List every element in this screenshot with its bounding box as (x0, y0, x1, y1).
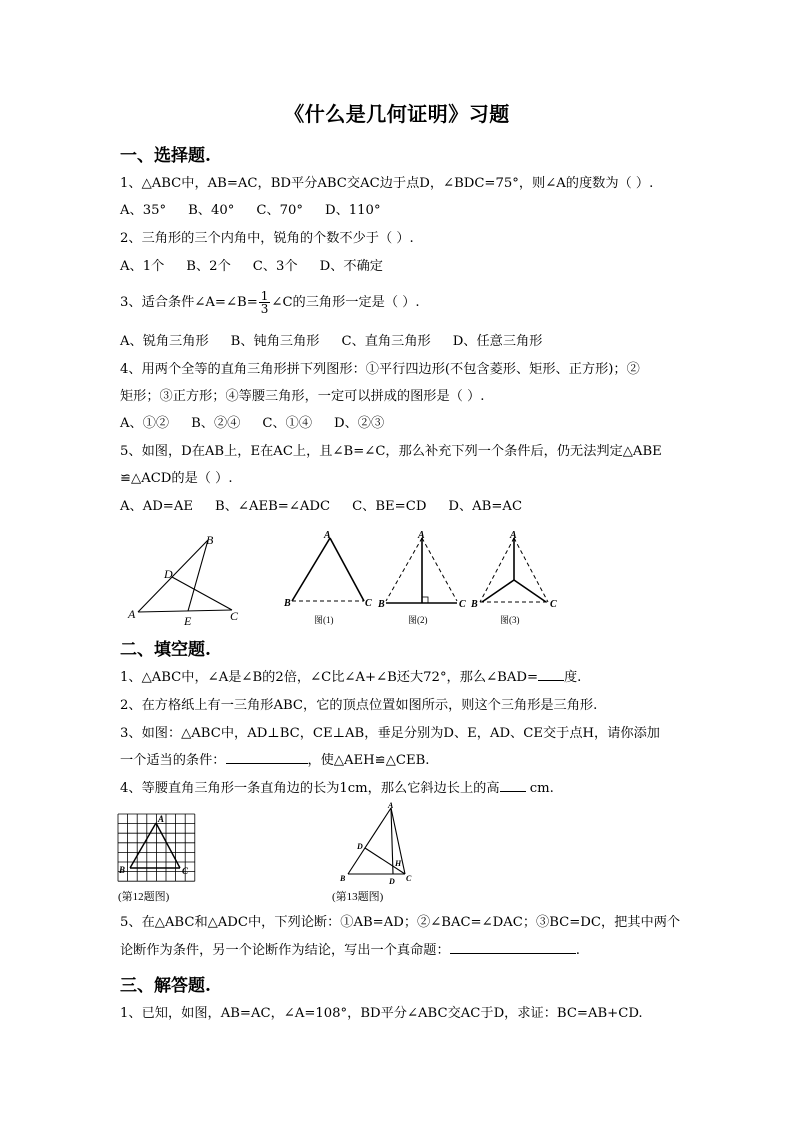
option: A、AD=AE (120, 499, 194, 514)
fig3-label-C: C (550, 599, 557, 610)
fill-question-1 (120, 670, 581, 686)
caption-13: (第13题图) (332, 891, 384, 903)
page-title: 《什么是几何证明》习题 (284, 102, 510, 126)
answer-blank[interactable] (500, 791, 526, 792)
figures-row-2 (116, 800, 426, 908)
fill-question-3-line1: 3、如图：△ABC中，AD⊥BC，CE⊥AB，垂足分别为D、E，AD、CE交于点H，请你添加 (120, 726, 660, 741)
question-5-stem-line2: ≌△ACD的是（ ）. (120, 471, 233, 486)
fraction-numerator: 1 (260, 289, 269, 303)
triangle-figure-q5 (138, 540, 232, 612)
question-5-options (120, 499, 544, 515)
fill-question-5-line1: 5、在△ABC和△ADC中，下列论断：①AB=AD；②∠BAC=∠DAC；③BC=DC，把其中两个 (120, 915, 681, 930)
fig13-label-D: D (389, 877, 395, 886)
section-solve-heading: 三、解答题. (120, 976, 211, 996)
fig3-label-B: B (471, 599, 478, 610)
caption-12: (第12题图) (118, 891, 170, 903)
question-3-stem-a: 3、适合条件∠A=∠B= (120, 295, 258, 310)
option: A、1个 (120, 259, 165, 274)
fig1-label-B: B (284, 598, 291, 609)
question-2-stem: 2、三角形的三个内角中，锐角的个数不少于（ ）. (120, 231, 414, 246)
question-1-stem: 1、△ABC中，AB=AC，BD平分ABC交AC边于点D，∠BDC=75°，则∠A的度数为（ ）. (120, 176, 654, 191)
option: C、3个 (252, 259, 298, 274)
label-C: C (230, 609, 239, 623)
fill-question-5-line2 (120, 943, 580, 959)
label-A: A (128, 607, 136, 621)
answer-blank[interactable] (226, 763, 308, 764)
section-fill-heading: 二、填空题. (120, 640, 211, 660)
fig13-label-E: D (357, 842, 363, 851)
fig13-label-B: B (340, 874, 346, 883)
question-5-stem-line1: 5、如图，D在AB上，E在AC上，且∠B=∠C，那么补充下列一个条件后，仍无法判定△ABE (120, 444, 662, 459)
fill-question-5-end: . (575, 943, 580, 958)
question-4-stem-line2: 矩形；③正方形；④等腰三角形，一定可以拼成的图形是（ ）. (120, 389, 485, 404)
option: C、①④ (262, 416, 313, 431)
fig3-label-A: A (510, 530, 517, 541)
fill-question-3-line2 (120, 753, 429, 769)
caption-fig2: 图(2) (408, 615, 428, 625)
grid-label-B: B (119, 865, 126, 875)
solve-question-1: 1、已知，如图，AB=AC，∠A=108°，BD平分∠ABC交AC于D，求证：BC=AB+CD. (120, 1006, 643, 1021)
figure-3 (480, 538, 548, 602)
option: D、任意三角形 (452, 334, 543, 349)
fig13-label-A: A (388, 801, 394, 810)
option: B、钝角三角形 (230, 334, 320, 349)
fig13-label-C: C (406, 874, 412, 883)
option: A、35° (120, 203, 167, 218)
fraction (259, 290, 271, 315)
question-3-stem-b: ∠C的三角形一定是（ ）. (271, 295, 420, 310)
question-2-options (120, 259, 405, 275)
label-E: E (184, 614, 192, 628)
label-D: D (164, 567, 173, 581)
fill-question-4-text: 4、等腰直角三角形一条直角边的长为1cm，那么它斜边长上的高 (120, 781, 500, 796)
option: C、BE=CD (352, 499, 427, 514)
fill-question-1-text: 1、△ABC中，∠A是∠B的2倍，∠C比∠A+∠B还大72°，那么∠BAD= (120, 670, 538, 685)
fig2-label-C: C (459, 599, 466, 610)
option: B、②④ (191, 416, 241, 431)
fig2-label-A: A (418, 530, 425, 541)
label-B: B (206, 533, 214, 547)
fill-question-2: 2、在方格纸上有一三角形ABC，它的顶点位置如图所示，则这个三角形是三角形. (120, 698, 598, 713)
fig2-label-B: B (378, 599, 385, 610)
option: C、70° (256, 203, 304, 218)
option: D、AB=AC (448, 499, 523, 514)
fraction-denominator: 3 (260, 302, 269, 316)
grid-label-A: A (158, 814, 165, 824)
option: B、∠AEB=∠ADC (215, 499, 331, 514)
option: D、②③ (334, 416, 385, 431)
figures-row-1 (120, 530, 580, 630)
fill-question-1-end: 度. (564, 670, 582, 685)
fill-question-4-end: cm. (529, 781, 554, 796)
figure-1 (292, 538, 364, 601)
option: C、直角三角形 (341, 334, 431, 349)
caption-fig3: 图(3) (500, 615, 520, 625)
option: D、不确定 (319, 259, 383, 274)
grid-label-C: C (182, 866, 189, 876)
question-3-stem (120, 288, 420, 318)
fig1-label-A: A (324, 530, 331, 541)
caption-fig1: 图(1) (314, 615, 334, 625)
fig13-label-H: H (395, 859, 402, 868)
option: A、锐角三角形 (120, 334, 209, 349)
question-3-options (120, 334, 564, 350)
figure-2 (386, 538, 457, 603)
question-4-stem-line1: 4、用两个全等的直角三角形拼下列图形：①平行四边形(不包含菱形、矩形、正方形)；② (120, 362, 640, 377)
answer-blank[interactable] (450, 953, 576, 954)
question-4-options (120, 416, 406, 432)
option: D、110° (325, 203, 381, 218)
fill-question-4 (120, 781, 554, 797)
option: B、2个 (186, 259, 231, 274)
question-1-options (120, 203, 403, 219)
answer-blank[interactable] (538, 680, 564, 681)
fill-question-3-text-a: 一个适当的条件： (120, 753, 226, 768)
option: B、40° (188, 203, 235, 218)
fill-question-3-text-b: ，使△AEH≌△CEB. (307, 753, 430, 768)
section-choice-heading: 一、选择题. (120, 146, 211, 166)
fig1-label-C: C (365, 598, 372, 609)
option: A、①② (120, 416, 170, 431)
fill-question-5-text: 论断作为条件，另一个论断作为结论，写出一个真命题： (120, 943, 450, 958)
